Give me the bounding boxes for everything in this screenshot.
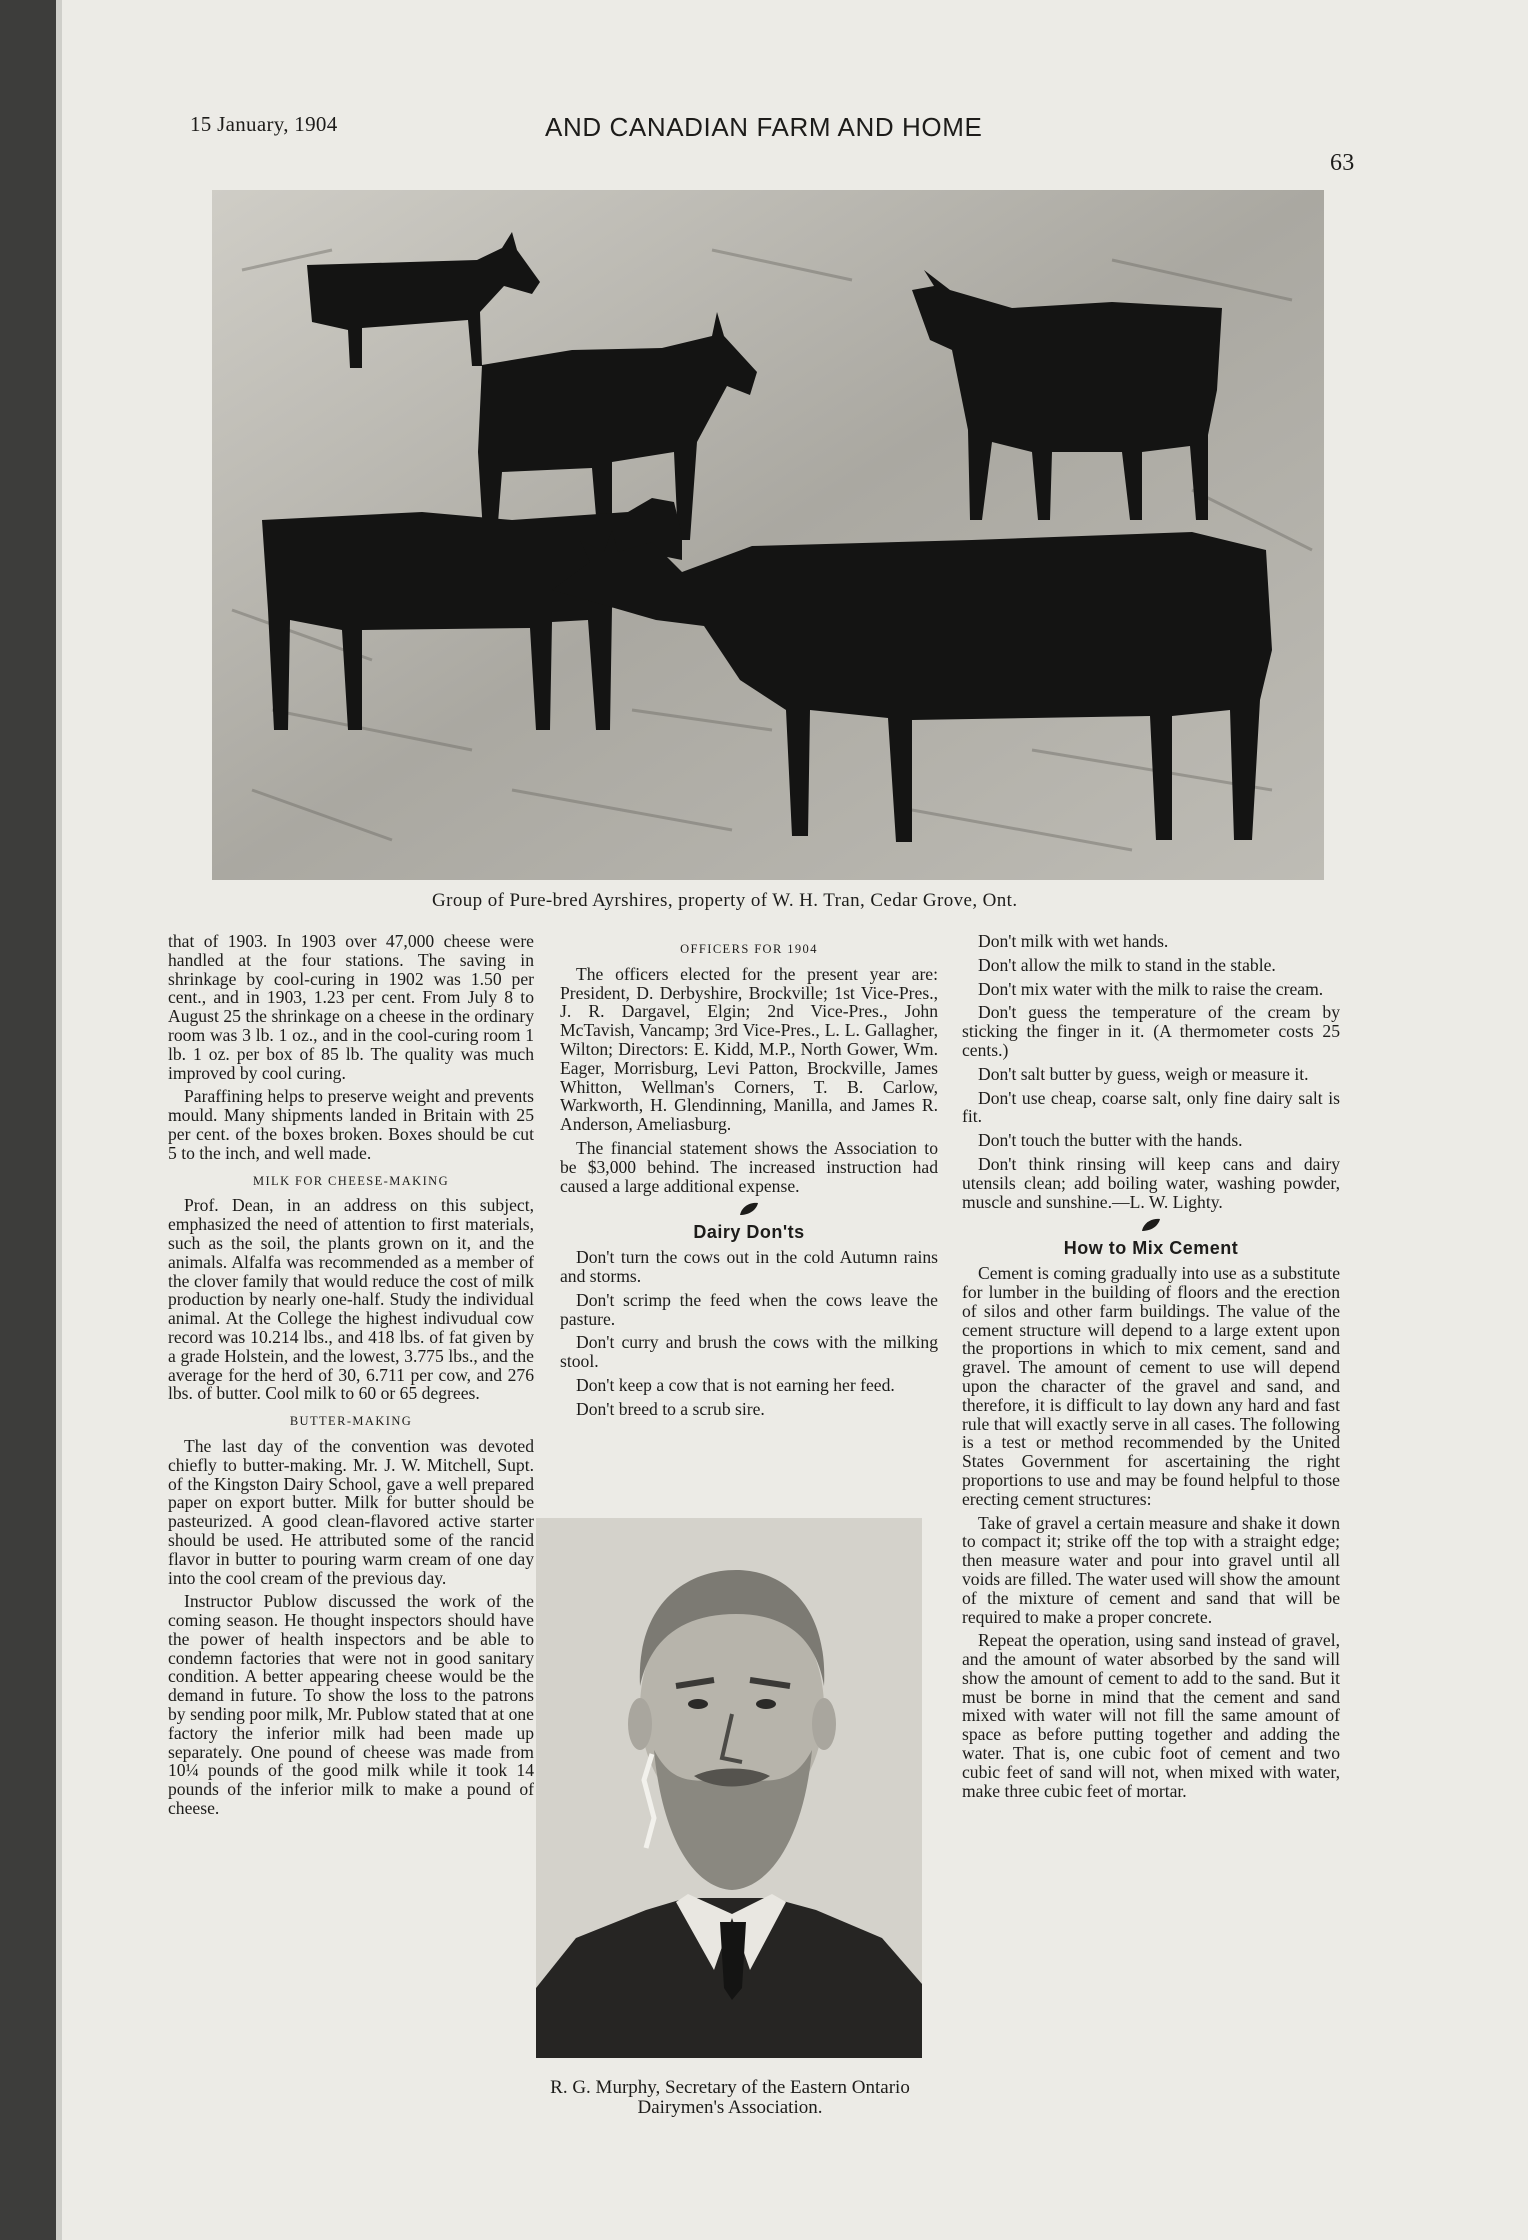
list-item: Don't allow the milk to stand in the stable.	[978, 954, 1276, 975]
header-title: AND CANADIAN FARM AND HOME	[545, 112, 983, 142]
list-item: Don't milk with wet hands.	[978, 931, 1169, 951]
list-item: Don't salt butter by guess, weigh or measure it.	[978, 1063, 1309, 1084]
column-1	[168, 932, 534, 1823]
list-item: Don't breed to a scrub sire.	[576, 1398, 765, 1419]
list-item: Don't use cheap, coarse salt, only fine dairy salt is fit.	[962, 1087, 1340, 1127]
leaf-ornament-icon	[560, 1201, 938, 1219]
list-item: Don't curry and brush the cows with the milking stool.	[560, 1332, 938, 1372]
portrait-caption: R. G. Murphy, Secretary of the Eastern Ontario Dairymen's Association.	[550, 2077, 910, 2118]
cows-illustration	[212, 190, 1324, 880]
paragraph: Paraffining helps to preserve weight and prevents mould. Many shipments landed in Britain with 25 per cent. of the boxes broken. Boxes should be cut 5 to the inch, and well made.	[168, 1086, 534, 1163]
paragraph: Take of gravel a certain measure and shake it down to compact it; strike off the top with a straight edge; then measure water and pour into gravel until all voids are filled. The water used will show the amount of the mixture of cement and sand that will be required to make a proper concrete.	[962, 1512, 1340, 1627]
list-item: Don't turn the cows out in the cold Autumn rains and storms.	[560, 1247, 938, 1286]
subheading: OFFICERS FOR 1904	[680, 942, 818, 956]
list-item: Don't scrimp the feed when the cows leave the pasture.	[560, 1289, 938, 1329]
portrait-engraving	[536, 1518, 922, 2058]
paragraph: that of 1903. In 1903 over 47,000 cheese were handled at the four stations. The saving in shrinkage by cool-curing in 1902 was 1.50 per cent., and in 1903, 1.23 per cent. From July 8 to August 25 the shrinkage on a cheese in the ordinary room was 3 lb. 1 oz., and in the cool-curing room 1 lb. 1 oz. per box of 85 lb. The quality was much improved by cool curing.	[168, 931, 534, 1083]
paragraph: The last day of the convention was devoted chiefly to butter-making. Mr. J. W. Mitchell, Supt. of the Kingston Dairy School, gave a well prepared paper on export butter. Milk for butter should be pasteurized. A good clean-flavored active starter should be used. He attributed some of the rancid flavor in butter to pouring warm cream of one day into the cool cream of the previous day.	[168, 1435, 534, 1588]
paragraph: Prof. Dean, in an address on this subject, emphasized the need of attention to first materials, such as the soil, the plants grown on it, and the animals. Alfalfa was recommended as a member of the clover family that would reduce the cost of milk production by nearly one-half. Study the individual animal. At the College the highest indivudual cow record was 10.214 lbs., and 418 lbs. of fat given by a grade Holstein, and the lowest, 3.775 lbs., and the average for the herd of 30, 6.711 per cow, and 276 lbs. of butter. Cool milk to 60 or 65 degrees.	[168, 1195, 534, 1404]
column-2	[560, 940, 938, 1424]
list-item: Don't keep a cow that is not earning her feed.	[576, 1374, 895, 1395]
portrait-illustration	[536, 1518, 922, 2058]
photo-caption: Group of Pure-bred Ayrshires, property of W. H. Tran, Cedar Grove, Ont.	[432, 890, 1018, 911]
subheading: BUTTER-MAKING	[289, 1414, 413, 1429]
column-3	[962, 932, 1340, 1805]
list-item: Don't guess the temperature of the cream by sticking the finger in it. (A thermometer costs 25 cents.)	[962, 1002, 1340, 1060]
cows-photograph	[212, 190, 1324, 880]
paragraph: Instructor Publow discussed the work of the coming season. He thought inspectors should have the power of health inspectors and be able to condemn factories that were not in good sanitary condition. A better appearing cheese would be the demand in future. To show the loss to the patrons by sending poor milk, Mr. Publow stated that at one factory the inferior milk had been made up separately. One pound of cheese was made from 10¼ pounds of the good milk while it took 14 pounds of the inferior milk to make a pound of cheese.	[168, 1591, 534, 1819]
paragraph: The financial statement shows the Association to be $3,000 behind. The increased instruction had caused a large additional expense.	[560, 1137, 938, 1196]
article-title: How to Mix Cement	[1063, 1238, 1239, 1259]
header-date: 15 January, 1904	[190, 112, 338, 136]
paragraph: Repeat the operation, using sand instead of gravel, and the amount of water absorbed by the sand will show the amount of cement to add to the sand. But it must be borne in mind that the cement and sand mixed with water will not fill the same amount of space as before putting together and adding the water. That is, one cubic foot of cement and two cubic feet of sand will not, when mixed with water, make three cubic feet of mortar.	[962, 1630, 1340, 1801]
leaf-ornament-icon	[962, 1217, 1340, 1235]
paragraph: The officers elected for the present year are: President, D. Derbyshire, Brockville; 1st Vice-Pres., J. R. Dargavel, Elgin; 2nd Vice-Pres., John McTavish, Vancamp; 3rd Vice-Pres., L. L. Gallagher, Wilton; Directors: E. Kidd, M.P., North Gower, Wm. Eager, Morrisburg, Levi Patton, Brockville, James Whitton, Wellman's Corners, T. B. Carlow, Warkworth, H. Glendinning, Manilla, and James R. Anderson, Ameliasburg.	[560, 963, 938, 1135]
list-item: Don't think rinsing will keep cans and dairy utensils clean; add boiling water, washing powder, muscle and sunshine.—L. W. Lighty.	[962, 1153, 1340, 1212]
paragraph: Cement is coming gradually into use as a substitute for lumber in the building of floors and the erection of silos and other farm buildings. The value of the cement structure will depend to a large extent upon the proportions in which to mix cement, sand and gravel. The amount of cement to use will depend upon the character of the gravel and sand, and therefore, it is difficult to lay down any hard and fast rule that will exactly serve in all cases. The following is a test or method recommended by the United States Government for ascertaining the right proportions to use and may be found helpful to those erecting cement structures:	[962, 1263, 1340, 1509]
article-title: Dairy Don'ts	[693, 1222, 805, 1243]
list-item: Don't touch the butter with the hands.	[978, 1130, 1243, 1151]
page-number: 63	[1330, 150, 1355, 176]
subheading: MILK FOR CHEESE-MAKING	[252, 1173, 450, 1188]
list-item: Don't mix water with the milk to raise the cream.	[978, 978, 1324, 999]
